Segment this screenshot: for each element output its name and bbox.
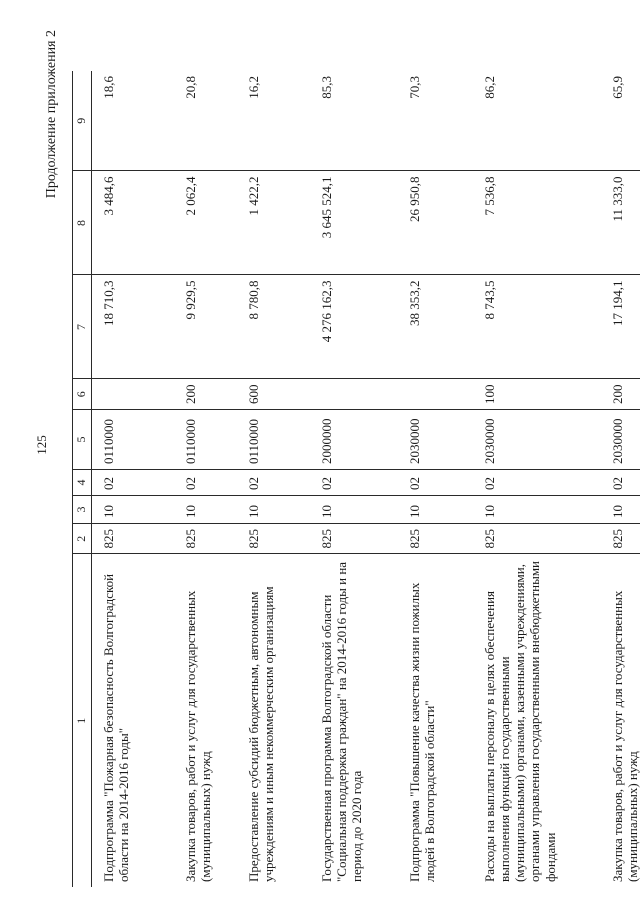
table-row — [174, 71, 237, 887]
budget-table — [72, 71, 640, 887]
cell-percent: 20,8 — [174, 71, 237, 171]
cell-code: 0110000 — [92, 410, 174, 470]
row-description: Подпрограмма "Повышение качества жизни пожилых людей в Волгоградской области" — [406, 582, 437, 882]
table-row — [473, 71, 601, 887]
cell-code: 2030000 — [398, 410, 473, 470]
cell-code: 200 — [174, 379, 237, 410]
cell-code: 600 — [237, 379, 310, 410]
cell-amount: 18 710,3 — [92, 275, 174, 379]
cell-code: 825 — [601, 524, 640, 555]
column-header: 2 — [73, 524, 92, 555]
table-row — [310, 71, 398, 887]
cell-percent: 70,3 — [398, 71, 473, 171]
column-header: 4 — [73, 470, 92, 496]
cell-percent: 18,6 — [92, 71, 174, 171]
cell-code — [310, 379, 398, 410]
cell-code: 2030000 — [601, 410, 640, 470]
cell-code: 10 — [92, 496, 174, 524]
row-description: Расходы на выплаты персоналу в целях обеспечения выполнения функций государственными (муниципальными) органами, казенными учреждениями, органами управления государственными внебюджетными фондами — [481, 560, 558, 882]
cell-code: 02 — [473, 470, 601, 496]
cell-code: 0110000 — [174, 410, 237, 470]
column-header: 9 — [73, 71, 92, 171]
cell-amount: 1 422,2 — [237, 171, 310, 275]
cell-code: 200 — [601, 379, 640, 410]
cell-code: 825 — [237, 524, 310, 555]
cell-code: 02 — [310, 470, 398, 496]
cell-percent: 16,2 — [237, 71, 310, 171]
table-row — [92, 71, 174, 887]
cell-code: 02 — [601, 470, 640, 496]
cell-code: 2030000 — [473, 410, 601, 470]
cell-code: 825 — [398, 524, 473, 555]
cell-percent: 85,3 — [310, 71, 398, 171]
cell-code: 10 — [398, 496, 473, 524]
row-description: Государственная программа Волгоградской области "Социальная поддержка граждан" на 2014-2016 годы и на период до 2020 года — [318, 561, 365, 882]
table-row — [398, 71, 473, 887]
cell-amount: 7 536,8 — [473, 171, 601, 275]
cell-amount: 8 780,8 — [237, 275, 310, 379]
cell-code: 02 — [398, 470, 473, 496]
cell-amount: 17 194,1 — [601, 275, 640, 379]
table-header-row — [73, 71, 92, 887]
cell-code: 02 — [174, 470, 237, 496]
column-header: 1 — [73, 554, 92, 887]
cell-amount: 38 353,2 — [398, 275, 473, 379]
cell-code: 02 — [92, 470, 174, 496]
cell-code: 825 — [310, 524, 398, 555]
cell-code: 10 — [473, 496, 601, 524]
cell-amount: 4 276 162,3 — [310, 275, 398, 379]
cell-amount: 9 929,5 — [174, 275, 237, 379]
row-description: Подпрограмма "Пожарная безопасность Волгоградской области на 2014-2016 годы" — [101, 573, 132, 882]
cell-code: 10 — [174, 496, 237, 524]
row-description: Закупка товаров, работ и услуг для государственных (муниципальных) нужд — [609, 590, 640, 882]
cell-amount: 8 743,5 — [473, 275, 601, 379]
cell-percent: 86,2 — [473, 71, 601, 171]
cell-code: 825 — [92, 524, 174, 555]
row-description: Закупка товаров, работ и услуг для государственных (муниципальных) нужд — [182, 590, 213, 882]
page-number: 125 — [34, 435, 49, 455]
column-header: 5 — [73, 410, 92, 470]
column-header: 3 — [73, 496, 92, 524]
cell-code: 100 — [473, 379, 601, 410]
column-header: 7 — [73, 275, 92, 379]
cell-code: 825 — [473, 524, 601, 555]
column-header: 8 — [73, 171, 92, 275]
cell-code — [92, 379, 174, 410]
cell-code — [398, 379, 473, 410]
cell-code: 10 — [237, 496, 310, 524]
cell-amount: 3 645 524,1 — [310, 171, 398, 275]
cell-code: 10 — [601, 496, 640, 524]
cell-code: 10 — [310, 496, 398, 524]
cell-amount: 2 062,4 — [174, 171, 237, 275]
table-row — [237, 71, 310, 887]
row-description: Предоставление субсидий бюджетным, автономным учреждениям и иным некоммерческим организациям — [245, 586, 276, 882]
cell-code: 0110000 — [237, 410, 310, 470]
cell-percent: 65,9 — [601, 71, 640, 171]
cell-amount: 3 484,6 — [92, 171, 174, 275]
table-row — [601, 71, 640, 887]
cell-amount: 11 333,0 — [601, 171, 640, 275]
cell-code: 02 — [237, 470, 310, 496]
continuation-label: Продолжение приложения 2 — [44, 30, 59, 199]
cell-amount: 26 950,8 — [398, 171, 473, 275]
cell-code: 2000000 — [310, 410, 398, 470]
cell-code: 825 — [174, 524, 237, 555]
column-header: 6 — [73, 379, 92, 410]
